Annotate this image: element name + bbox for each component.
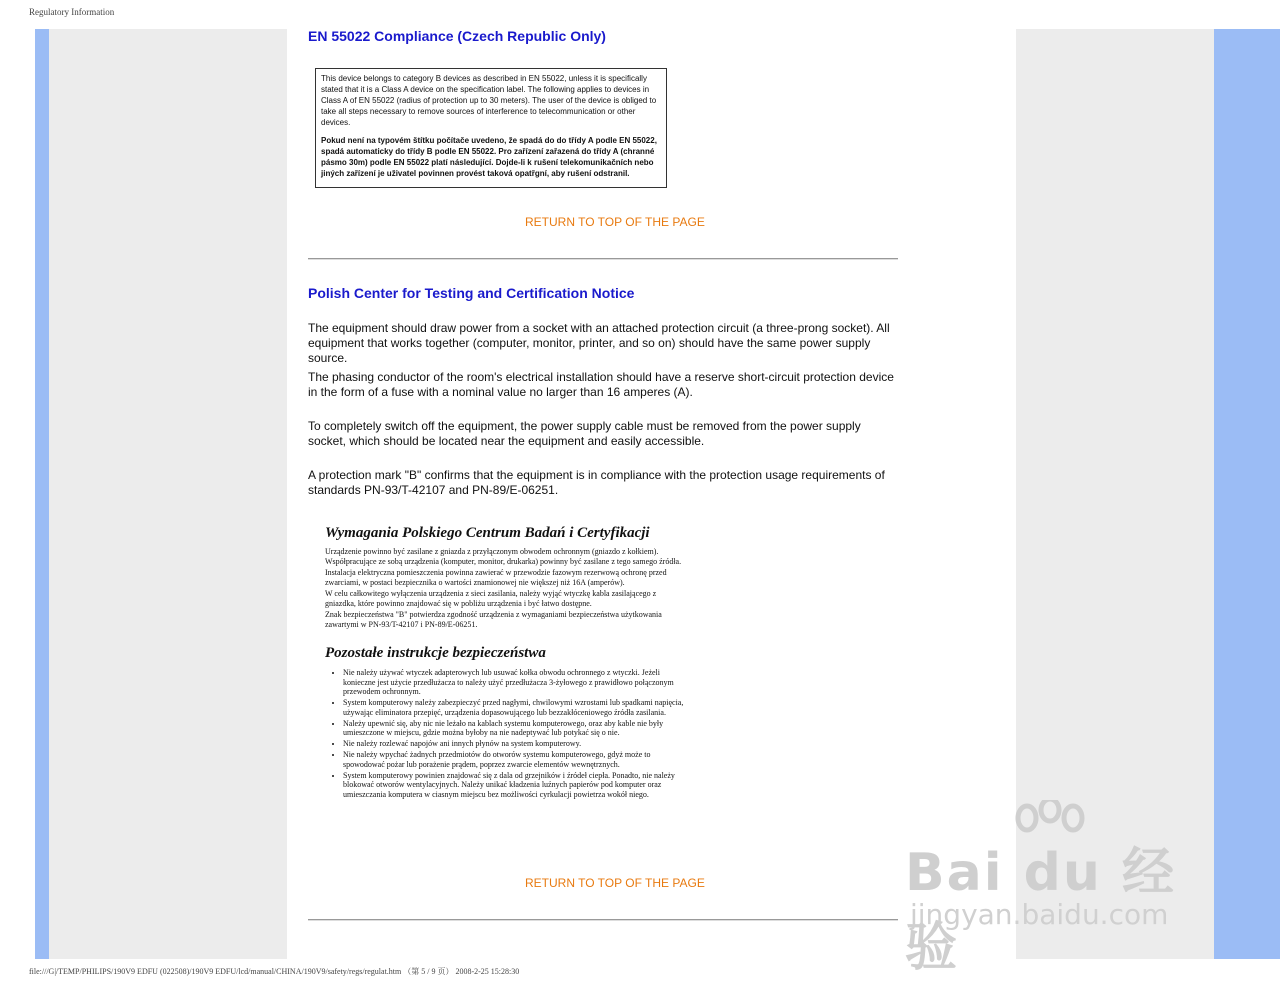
list-item: • System komputerowy należy zabezpieczyć przed nagłymi, chwilowymi wzrostami lub spadkami napięcia, używając eliminatora przepięć, urządzenia dopasowującego lub bezzakłóceniowego źródła zasilania. [343, 698, 685, 717]
scan-para: Znak bezpieczeństwa "B" potwierdza zgodność urządzenia z wymaganiami bezpieczeństwa użytkowania zawartymi w PN-93/T-42107 i PN-89/E-06251. [325, 610, 662, 629]
list-item: • System komputerowy powinien znajdować się z dala od grzejników i źródeł ciepła. Ponadto, nie należy blokować otworów wentylacyjnych. Należy unikać kładzenia luźnych papierów pod komputer oraz umieszczania komputera w ciasnym miejscu bez możliwości cyrkulacji powietrza wokół niego. [343, 771, 685, 800]
watermark-url: jingyan.baidu.com [910, 898, 1169, 931]
en55022-scanned-notice [315, 68, 667, 188]
left-gray-margin [49, 29, 287, 959]
divider-1 [308, 258, 898, 260]
list-item: • Nie należy używać wtyczek adapterowych lub usuwać kołka obwodu ochronnego z wtyczki. Jeżeli konieczne jest użycie przedłużacza to należy użyć przedłużacza 3-żyłowego z prawidłowo połączonym przewodem ochronnym. [343, 668, 685, 697]
left-blue-border [35, 29, 49, 959]
return-to-top-link-1[interactable]: RETURN TO TOP OF THE PAGE [525, 215, 705, 229]
scan-para: Urządzenie powinno być zasilane z gniazda z przyłączonym obwodem ochronnym (gniazdo z kołkiem). Współpracujące ze sobą urządzenia (komputer, monitor, drukarka) powinny być zasilane z tego samego źródła. [325, 547, 682, 566]
list-item: • Nie należy wpychać żadnych przedmiotów do otworów systemu komputerowego, gdyż może to spowodować pożar lub porażenie prądem, poprzez zwarcie elementów wewnętrznych. [343, 750, 685, 769]
divider-2 [308, 919, 898, 921]
scan-heading-1: Wymagania Polskiego Centrum Badań i Certyfikacji [325, 525, 650, 541]
scan-cz-text: Pokud není na typovém štítku počítače uvedeno, že spadá do do třídy A podle EN 55022, spadá automaticky do třídy B podle EN 55022. Pro zařízení zařazená do třídy A (chranné pásmo 30m) podle EN 55022 platí následující. Dojde-li k rušení telekomunikačních nebo jiných zařízení je uživatel povinnen provést taková opatřgní, aby rušení odstranil. [321, 136, 657, 178]
paragraph-3: To completely switch off the equipment, the power supply cable must be removed from the power supply socket, which should be located near the equipment and easily accessible. [308, 419, 861, 448]
page-footer-path: file:///G|/TEMP/PHILIPS/190V9 EDFU (022508)/190V9 EDFU/lcd/manual/CHINA/190V9/safety/regs/regulat.htm （第 5 / 9 页） 2008-2-25 15:28:30 [29, 967, 520, 976]
scan-bullet-list [325, 668, 685, 799]
paragraph-4: A protection mark "B" confirms that the equipment is in compliance with the protection usage requirements of standards PN-93/T-42107 and PN-89/E-06251. [308, 468, 885, 497]
right-blue-border [1214, 29, 1280, 959]
scan-heading-2: Pozostałe instrukcje bezpieczeństwa [325, 645, 546, 661]
section-title-en55022: EN 55022 Compliance (Czech Republic Only) [308, 28, 606, 44]
list-item: • Należy upewnić się, aby nic nie leżało na kablach systemu komputerowego, oraz aby kable nie były umieszczone w miejscu, gdzie można byłoby na nie nadeptywać lub potykać się o nie. [343, 719, 685, 738]
page-header-label: Regulatory Information [29, 7, 115, 17]
scan-para: W celu całkowitego wyłączenia urządzenia z sieci zasilania, należy wyjąć wtyczkę kabla zasilającego z gniazdka, które powinno znajdować się w pobliżu urządzenia i być łatwo dostępne. [325, 589, 657, 608]
watermark-brand: Bai du 经验 [905, 843, 1176, 978]
scan-en-text: This device belongs to category B devices as described in EN 55022, unless it is specifically stated that it is a Class A device on the specification label. The following applies to devices in Class A of EN 55022 (radius of protection up to 30 meters). The user of the device is obliged to take all steps necessary to remove sources of interference to telecommunication or other devices. [321, 74, 657, 127]
paragraph-2: The phasing conductor of the room's electrical installation should have a reserve short-circuit protection device in the form of a fuse with a nominal value no larger than 16 amperes (A). [308, 370, 894, 399]
section-title-polish-center: Polish Center for Testing and Certification Notice [308, 285, 635, 301]
paragraph-1: The equipment should draw power from a socket with an attached protection circuit (a three-prong socket). All equipment that works together (computer, monitor, printer, and so on) should have the same power supply source. [308, 321, 890, 365]
baidu-watermark [905, 800, 1205, 978]
return-to-top-link-2[interactable]: RETURN TO TOP OF THE PAGE [525, 876, 705, 890]
polish-scanned-notice [325, 525, 685, 845]
list-item: • Nie należy rozlewać napojów ani innych płynów na system komputerowy. [343, 739, 685, 749]
scan-para: Instalacja elektryczna pomieszczenia powinna zawierać w przewodzie fazowym rezerwową ochronę przed zwarciami, w postaci bezpiecznika o wartości znamionowej nie większej niż 16A (amperów). [325, 568, 667, 587]
